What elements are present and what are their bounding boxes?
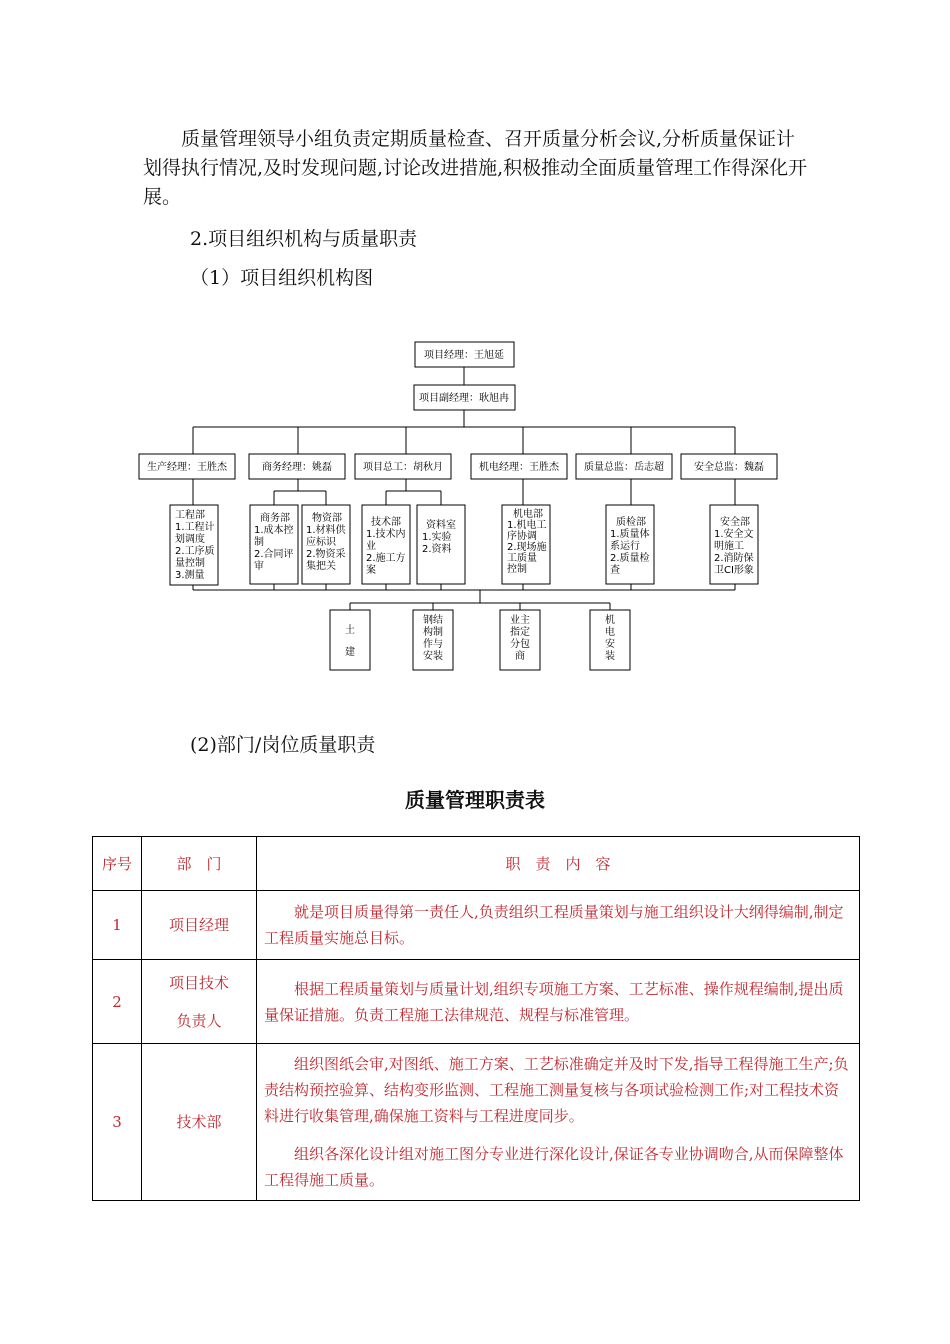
org-dept-line: 明施工 — [714, 541, 744, 552]
org-pm-label: 项目经理：王旭延 — [424, 350, 504, 361]
org-sub-line: 构制 — [423, 627, 443, 638]
org-dept-line: 2.施工方 — [366, 553, 406, 564]
org-box-quality-director — [576, 454, 672, 479]
org-dept-line: 2.资料 — [422, 544, 452, 555]
content-paragraph: 组织图纸会审,对图纸、施工方案、工艺标准确定并及时下发,指导工程得施工生产;负责结构预控验算、结构变形监测、工程施工测量复核与各项试验检测工作;对工程技术资料进行收集管理,确保施工资料与工程进度同步。 — [264, 1055, 849, 1125]
org-sub-line: 建 — [345, 647, 355, 658]
org-manager-label: 安全总监：魏磊 — [694, 462, 764, 473]
row-num: 3 — [93, 1044, 142, 1201]
org-box-sub-civil — [330, 610, 370, 670]
org-dept-line: 机电部 — [513, 509, 543, 520]
org-dept-line: 卫CI形象 — [714, 565, 754, 576]
org-manager-label: 机电经理：王胜杰 — [479, 462, 559, 473]
row-dept-line: 负责人 — [176, 1011, 222, 1030]
org-box-sub-mep — [590, 610, 630, 670]
header-dept: 部 门 — [142, 837, 257, 891]
org-dept-line: 3.测量 — [175, 570, 205, 581]
org-chart — [0, 325, 950, 685]
org-dept-line: 工程部 — [175, 510, 205, 521]
org-sub-line: 业主 — [510, 615, 530, 626]
org-box-sub-steel — [413, 610, 453, 670]
table-row — [93, 891, 860, 960]
org-box-engineering-dept — [170, 505, 218, 585]
org-box-deputy — [414, 385, 515, 410]
org-box-mep-manager — [471, 454, 567, 479]
org-sub-line: 钢结 — [423, 615, 443, 626]
subheading-responsibilities: (2)部门/岗位质量职责 — [190, 734, 376, 756]
org-sub-line: 作与 — [423, 639, 443, 650]
org-sub-line: 指定 — [510, 627, 530, 638]
org-sub-line: 商 — [515, 651, 525, 662]
content-paragraph: 根据工程质量策划与质量计划,组织专项施工方案、工艺标准、操作规程编制,提出质量保证措施。负责工程施工法律规范、规程与标准管理。 — [264, 979, 844, 1024]
section-heading: 2.项目组织机构与质量职责 — [190, 228, 418, 250]
org-sub-line: 分包 — [510, 639, 530, 650]
org-box-qc-dept — [606, 505, 654, 584]
org-box-pm — [415, 342, 514, 367]
subheading-org-chart: （1）项目组织机构图 — [190, 267, 374, 289]
org-manager-label: 生产经理：王胜杰 — [147, 462, 227, 473]
org-dept-line: 制 — [254, 537, 264, 548]
svg-text:钢结构制作与安装 — [423, 613, 443, 662]
org-sub-line: 土 — [345, 625, 355, 636]
org-manager-label: 项目总工：胡秋月 — [363, 462, 443, 473]
org-dept-line: 业 — [366, 541, 376, 552]
org-box-production-manager — [139, 454, 235, 479]
content-paragraph: 就是项目质量得第一责任人,负责组织工程质量策划与施工组织设计大纲得编制,制定工程质量实施总目标。 — [264, 903, 844, 947]
org-dept-line: 应标识 — [306, 537, 336, 548]
org-sub-line: 电 — [605, 627, 615, 638]
org-dept-line: 集把关 — [306, 561, 336, 572]
org-box-tech-dept — [362, 505, 410, 584]
table-row — [93, 960, 860, 1044]
header-num: 序号 — [93, 837, 142, 891]
org-dept-line: 技术部 — [371, 517, 401, 528]
row-num: 2 — [93, 960, 142, 1044]
org-dept-line: 查 — [610, 565, 620, 576]
org-dept-line: 序协调 — [507, 531, 537, 542]
org-sub-line: 安 — [605, 639, 615, 650]
org-dept-line: 质检部 — [616, 517, 646, 528]
table-header-row — [93, 837, 860, 891]
org-box-materials-dept — [302, 505, 350, 584]
org-dept-line: 1.材料供 — [306, 525, 346, 536]
row-dept: 项目经理 — [142, 891, 257, 960]
org-dept-line: 1.工程计 — [175, 522, 215, 533]
row-dept-line: 项目技术 — [168, 973, 229, 992]
org-dept-line: 2.质量检 — [610, 553, 650, 564]
table-row — [93, 1044, 860, 1201]
org-dept-line: 控制 — [507, 564, 527, 575]
row-content — [257, 891, 860, 960]
org-dept-line: 2.现场施 — [507, 542, 547, 553]
org-box-safety-dept — [710, 505, 758, 584]
org-dept-line: 安全部 — [720, 517, 750, 528]
org-sub-line: 机 — [605, 615, 615, 626]
org-dept-line: 审 — [254, 561, 264, 572]
org-manager-label: 商务经理：姚磊 — [262, 462, 332, 473]
row-dept: 技术部 — [142, 1044, 257, 1201]
org-dept-line: 1.实验 — [422, 532, 452, 543]
org-dept-line: 量控制 — [175, 558, 205, 569]
org-dept-line: 工质量 — [507, 553, 537, 564]
row-content — [257, 1044, 860, 1201]
org-dept-line: 1.安全文 — [714, 529, 754, 540]
org-sub-line: 装 — [605, 651, 615, 662]
org-dept-line: 商务部 — [260, 513, 290, 524]
org-box-safety-director — [681, 454, 777, 479]
svg-text:资料室1.实验2.资料 — [422, 518, 456, 555]
org-box-sub-owner — [500, 610, 540, 670]
org-box-business-manager — [249, 454, 345, 479]
responsibility-table — [92, 836, 860, 1201]
org-dept-line: 1.机电工 — [507, 520, 547, 531]
org-dept-line: 2.合同评 — [254, 549, 294, 560]
row-content — [257, 960, 860, 1044]
org-box-chief-engineer — [355, 454, 451, 479]
org-dept-line: 1.技术内 — [366, 529, 406, 540]
org-dept-line: 2.消防保 — [714, 553, 754, 564]
row-num: 1 — [93, 891, 142, 960]
org-sub-line: 安装 — [423, 651, 443, 662]
org-dept-line: 2.物资采 — [306, 549, 346, 560]
intro-paragraph: 质量管理领导小组负责定期质量检查、召开质量分析会议,分析质量保证计划得执行情况,及时发现问题,讨论改进措施,积极推动全面质量管理工作得深化开展。 — [143, 128, 808, 208]
table-title: 质量管理职责表 — [405, 788, 545, 812]
org-dept-line: 1.质量体 — [610, 529, 650, 540]
row-dept — [142, 960, 257, 1044]
content-paragraph: 组织各深化设计组对施工图分专业进行深化设计,保证各专业协调吻合,从而保障整体工程得施工质量。 — [264, 1145, 844, 1189]
org-dept-line: 物资部 — [312, 513, 342, 524]
org-dept-line: 1.成本控 — [254, 525, 294, 536]
org-dept-line: 2.工序质 — [175, 546, 215, 557]
org-dept-line: 资料室 — [426, 520, 456, 531]
org-deputy-label: 项目副经理：耿旭冉 — [419, 393, 509, 404]
org-box-data-room — [417, 505, 465, 584]
header-content: 职 责 内 容 — [257, 837, 860, 891]
org-box-business-dept — [250, 505, 298, 584]
org-dept-line: 系运行 — [610, 541, 640, 552]
org-manager-label: 质量总监：岳志超 — [584, 462, 664, 473]
org-dept-line: 划调度 — [175, 534, 205, 545]
org-dept-line: 案 — [366, 565, 376, 576]
svg-text:机电安装 — [605, 613, 615, 662]
org-box-mep-dept — [502, 505, 550, 584]
